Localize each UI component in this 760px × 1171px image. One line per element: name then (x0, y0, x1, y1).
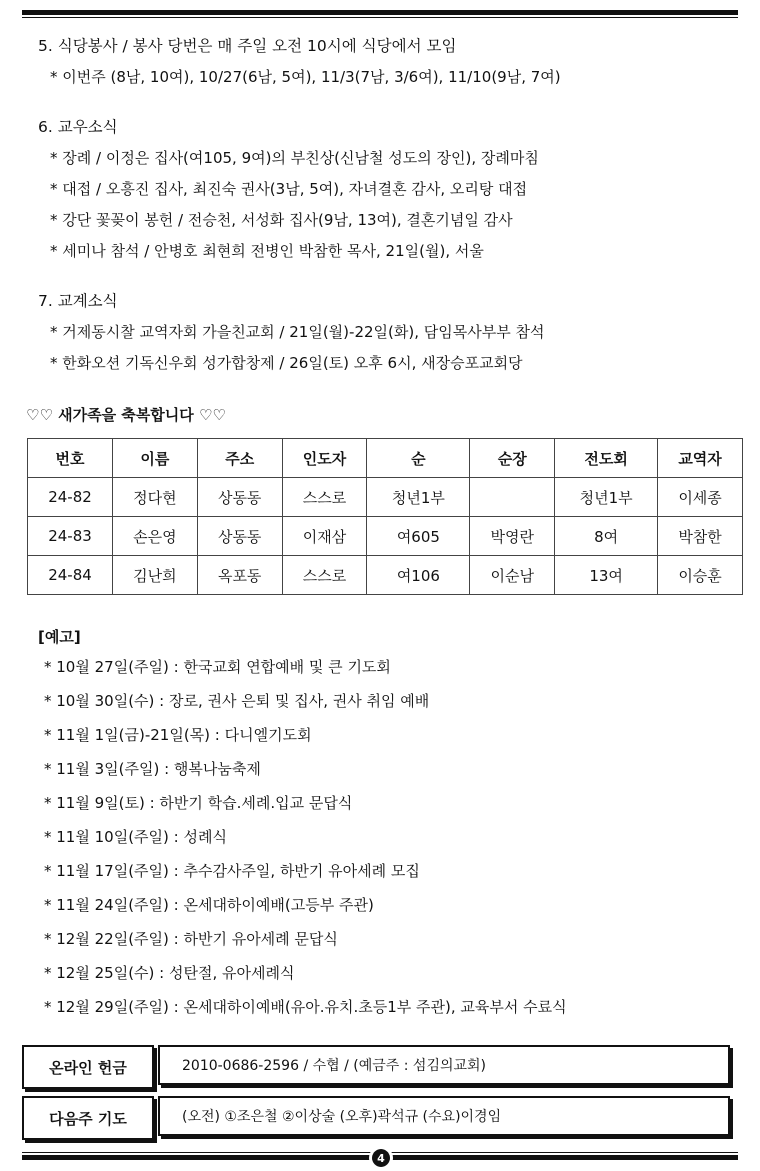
table-cell: 24-83 (28, 517, 113, 556)
table-cell: 13여 (555, 556, 658, 595)
column-header: 주소 (197, 439, 282, 478)
table-cell: 여605 (367, 517, 470, 556)
notice-item: * 11월 17일(주일) : 추수감사주일, 하반기 유아세례 모집 (44, 862, 420, 880)
column-header: 전도회 (555, 439, 658, 478)
top-rule (22, 10, 738, 18)
notice-item: * 12월 22일(주일) : 하반기 유아세례 문답식 (44, 930, 338, 948)
table-row (28, 478, 743, 517)
notice-item: * 11월 24일(주일) : 온세대하이예배(고등부 주관) (44, 896, 374, 914)
notice-item: * 10월 30일(수) : 장로, 권사 은퇴 및 집사, 권사 취임 예배 (44, 692, 430, 710)
table-cell: 24-84 (28, 556, 113, 595)
table-cell: 스스로 (282, 556, 367, 595)
table-cell: 박영란 (470, 517, 555, 556)
new-family-heading: ♡♡ 새가족을 축복합니다 ♡♡ (26, 406, 226, 424)
table-cell: 정다현 (113, 478, 198, 517)
bottom-rule (22, 1150, 738, 1166)
column-header: 인도자 (282, 439, 367, 478)
section-title: 7. 교계소식 (38, 292, 118, 310)
section-item: * 강단 꽃꽂이 봉헌 / 전승천, 서성화 집사(9남, 13여), 결혼기념일 감사 (50, 211, 513, 229)
section-item: * 한화오션 기독신우회 성가합창제 / 26일(토) 오후 6시, 새장승포교회당 (50, 354, 523, 372)
table-cell: 상동동 (197, 517, 282, 556)
top-rule-thick (22, 10, 738, 15)
next-prayer-list: (오전) ①조은철 ②이상술 (오후)곽석규 (수요)이경임 (158, 1096, 730, 1136)
section-item: * 장례 / 이정은 집사(여105, 9여)의 부친상(신남철 성도의 장인), 장례마침 (50, 149, 539, 167)
table-cell: 옥포동 (197, 556, 282, 595)
table-cell: 김난희 (113, 556, 198, 595)
column-header: 번호 (28, 439, 113, 478)
next-prayer-label: 다음주 기도 (22, 1096, 154, 1140)
notice-item: * 12월 29일(주일) : 온세대하이예배(유아.유치.초등1부 주관), 교육부서 수료식 (44, 998, 567, 1016)
table-cell: 여106 (367, 556, 470, 595)
online-offering-account: 2010-0686-2596 / 수협 / (예금주 : 섬김의교회) (158, 1045, 730, 1085)
online-offering-label: 온라인 헌금 (22, 1045, 154, 1089)
next-prayer-row (22, 1096, 738, 1140)
section-item: * 세미나 참석 / 안병호 최현희 전병인 박참한 목사, 21일(월), 서울 (50, 242, 484, 260)
section-item: * 이번주 (8남, 10여), 10/27(6남, 5여), 11/3(7남, 3/6여), 11/10(9남, 7여) (50, 68, 561, 86)
table-cell: 이순남 (470, 556, 555, 595)
table-cell: 이승훈 (658, 556, 743, 595)
table-cell: 청년1부 (367, 478, 470, 517)
column-header: 순장 (470, 439, 555, 478)
table-cell: 청년1부 (555, 478, 658, 517)
table-cell: 상동동 (197, 478, 282, 517)
notice-item: * 10월 27일(주일) : 한국교회 연합예배 및 큰 기도회 (44, 658, 391, 676)
column-header: 교역자 (658, 439, 743, 478)
section-member-news (38, 117, 738, 272)
table-cell: 손은영 (113, 517, 198, 556)
section-item: * 거제동시찰 교역자회 가을친교회 / 21일(월)-22일(화), 담임목사부부 참석 (50, 323, 545, 341)
page-number: 4 (372, 1149, 390, 1167)
table-cell: 8여 (555, 517, 658, 556)
notice-item: * 11월 10일(주일) : 성례식 (44, 828, 227, 846)
online-offering-row (22, 1045, 738, 1089)
new-family-table (27, 438, 743, 595)
section-title: 5. 식당봉사 / 봉사 당번은 매 주일 오전 10시에 식당에서 모임 (38, 37, 457, 55)
notice-item: * 12월 25일(수) : 성탄절, 유아세례식 (44, 964, 295, 982)
top-rule-thin (22, 17, 738, 18)
notice-item: * 11월 3일(주일) : 행복나눔축제 (44, 760, 261, 778)
notice-title: [예고] (38, 628, 81, 646)
table-cell: 스스로 (282, 478, 367, 517)
table-cell (470, 478, 555, 517)
column-header: 이름 (113, 439, 198, 478)
table-row (28, 556, 743, 595)
section-church-news (38, 291, 738, 384)
notice-item: * 11월 9일(토) : 하반기 학습.세례.입교 문답식 (44, 794, 353, 812)
table-header-row (28, 439, 743, 478)
table-row (28, 517, 743, 556)
section-title: 6. 교우소식 (38, 118, 118, 136)
table-cell: 이세종 (658, 478, 743, 517)
table-cell: 이재삼 (282, 517, 367, 556)
table-cell: 24-82 (28, 478, 113, 517)
notice-item: * 11월 1일(금)-21일(목) : 다니엘기도회 (44, 726, 312, 744)
notice-section (38, 627, 738, 1031)
section-restaurant-service (38, 36, 738, 98)
table-cell: 박참한 (658, 517, 743, 556)
section-item: * 대접 / 오흥진 집사, 최진숙 권사(3남, 5여), 자녀결혼 감사, 오리탕 대접 (50, 180, 528, 198)
column-header: 순 (367, 439, 470, 478)
